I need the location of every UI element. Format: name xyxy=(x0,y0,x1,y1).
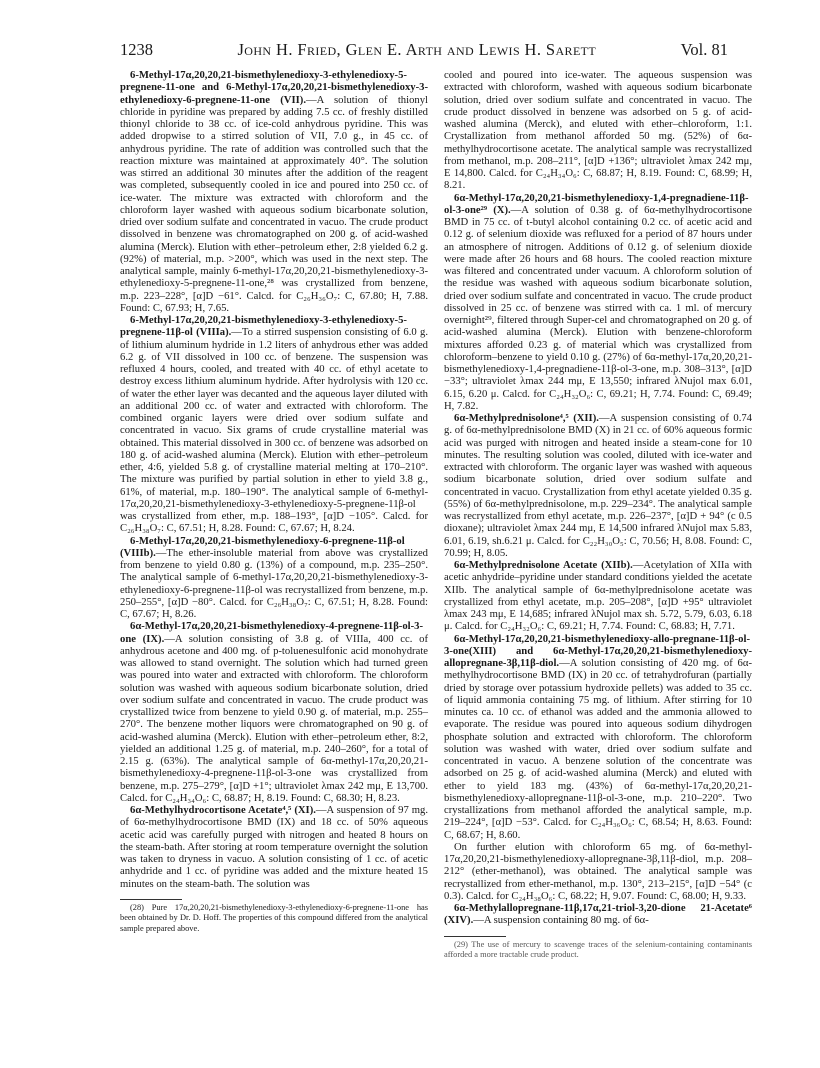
experimental-paragraph xyxy=(444,903,752,928)
procedure-text: On further elution with chloroform 65 mg. of 6α-methyl-17α,20,20,21-bismethylenedioxy-allopregnane-3β,11β-diol, m.p. 208–212° (ether-methanol), was obtained. The analytical sample was recrystallized from ether-methanol, m.p. 130°, 213–215°, [α]D −54° (c 0.3). Calcd. for C₂₄H₃₈O₆: C, 68.22; H, 9.07. Found: C, 68.00; H, 9.33. xyxy=(444,841,752,902)
compound-heading: 6α-Methylhydrocortisone Acetate⁴,⁵ (XI). xyxy=(130,805,316,816)
experimental-paragraph xyxy=(120,536,428,622)
footnote-29: (29) The use of mercury to scavenge traces of the selenium-containing contaminants afforded a more tractable crude product. xyxy=(444,939,752,959)
experimental-paragraph xyxy=(444,842,752,903)
footnote-rule xyxy=(120,899,182,900)
experimental-paragraph xyxy=(120,805,428,891)
procedure-text: —A solution consisting of 420 mg. of 6α-methylhydrocortisone BMD (IX) in 20 cc. of tetrahydrofuran (partially dried by storage over potassium hydroxide pellets) was added to 35 cc. of liquid ammonia containing 75 mg. of lithium. After stirring for 10 minutes ca. 10 cc. of ethanol was added and the ammonia allowed to evaporate. The residue was poured into aqueous sodium dihydrogen phosphate solution and extracted with chloroform. The chloroform solution was washed with water, dried over sodium sulfate and concentrated in vacuo. A benzene solution of the concentrate was adsorbed on 25 g. of acid-washed alumina (Merck) and eluted with ether to yield 183 mg. (43%) of 6α-methyl-17α,20,20,21-bismethylenedioxy-allopregnane-11β-ol-3-one, m.p. 210–220°. Two crystallizations from methanol afforded the analytical sample, m.p. 219–224°, [α]D −53°. Calcd. for C₂₄H₃₆O₆: C, 68.54; H, 8.63. Found: C, 68.67; H, 8.60. xyxy=(444,658,752,841)
procedure-text: —To a stirred suspension consisting of 6.0 g. of lithium aluminum hydride in 1.2 liters of anhydrous ether was added 6.2 g. of VII dissolved in 100 cc. of benzene. The suspension was refluxed 4 hours, cooled, and treated with 40 cc. of ethyl acetate to destroy excess lithium aluminum hydride. After hydrolysis with 120 cc. of water the ether layer was decanted and the aqueous layer diluted with an additional 200 cc. of water and extracted with chloroform. The combined organic layers were dried over sodium sulfate and concentrated in vacuo. Six grams of crude crystalline material was obtained. This material dissolved in 300 cc. of benzene was adsorbed on 180 g. of acid-washed alumina (Merck). Elution with ether–petroleum ether, 4:6, yielded 5.8 g. of crystalline material melting at 170–210°. The mixture was purified by partial solution in ether to yield 3.8 g., 61%, of material, m.p. 180–190°. The analytical sample of 6-methyl-17α,20,20,21-bismethylenedioxy-3-ethylenedioxy-5-pregnene-11β-ol was crystallized from ether, m.p. 188–193°, [α]D −105°. Calcd. for C₂₆H₃₈O₇: C, 67.51; H, 8.28. Found: C, 67.67; H, 8.24. xyxy=(120,327,429,535)
compound-heading: 6α-Methyl-17α,20,20,21-bismethylenedioxy-allo-pregnane-11β-ol-3-one(XIII) and 6α-Methyl-17α,20,20,21-bismethylenedioxy-allopregnane-3β,11β-diol. xyxy=(444,633,752,669)
procedure-text: —A suspension containing 80 mg. of 6α- xyxy=(473,915,649,927)
experimental-paragraph xyxy=(444,634,752,842)
experimental-paragraph xyxy=(444,560,752,634)
procedure-text: —The ether-insoluble material from above was crystallized from benzene to yield 0.80 g. (13%) of a compound, m.p. 235–250°. The analytical sample of 6-methyl-17α,20,20,21-bismethylenedioxy-3-ethylenedioxy-6-pregnene-11β-ol was recrystallized from benzene, m.p. 250–255°, [α]D −80°. Calcd. for C₂₆H₃₈O₇: C, 67.51; H, 8.28. Found: C, 67.67; H, 8.26. xyxy=(120,547,428,620)
procedure-text: —A solution of thionyl chloride in pyridine was prepared by adding 7.5 cc. of freshly distilled thionyl chloride to 38 cc. of ice-cold anhydrous pyridine. This was added dropwise to a stirred solution of VII, 7.0 g., in 45 cc. of anhydrous pyridine. The rate of addition was controlled such that the reaction mixture was maintained at approximately 40°. The solution was stirred an additional 30 minutes after the addition of the reagent was completed, subsequently cooled in ice and poured into 250 cc. of ice-water. The mixture was extracted with chloroform and the chloroform layer washed with aqueous sodium bicarbonate solution, dried over sodium sulfate and concentrated in vacuo. The crude product dissolved in benzene was chromatographed on 200 g. of acid-washed alumina (Merck). Elution with ether–petroleum ether, 2:8 yielded 6.2 g. (92%) of material, m.p. >200°, which was used in the next step. The analytical sample, mainly 6-methyl-17α,20,20,21-bismethylenedioxy-3-ethylenedioxy-5-pregnene-11-one,²⁸ was crystallized from benzene, m.p. 223–228°, [α]D −61°. Calcd. for C₂₆H₃₆O₇: C, 67.80; H, 7.88. Found: C, 67.93; H, 7.65. xyxy=(120,94,428,314)
compound-heading: 6α-Methylprednisolone Acetate (XIIb). xyxy=(454,560,633,571)
running-authors: John H. Fried, Glen E. Arth and Lewis H. Sarett xyxy=(237,40,597,59)
left-column xyxy=(120,70,428,934)
compound-heading: 6-Methyl-17α,20,20,21-bismethylenedioxy-3-ethylenedioxy-5-pregnene-11β-ol (VIIIa). xyxy=(120,315,407,339)
running-header xyxy=(120,40,728,62)
compound-heading: 6-Methyl-17α,20,20,21-bismethylenedioxy-3-ethylenedioxy-5-pregnene-11-one and 6-Methyl-17α,20,20,21-bismethylenedioxy-3-ethylenedioxy-6-pregnene-11-one (VII). xyxy=(120,70,428,106)
compound-heading: 6α-Methyl-17α,20,20,21-bismethylenedioxy-1,4-pregnadiene-11β-ol-3-one²⁹ (X). xyxy=(444,192,749,216)
page-number: 1238 xyxy=(120,40,153,59)
experimental-paragraph xyxy=(120,621,428,805)
right-column xyxy=(444,70,752,960)
footnote-28: (28) Pure 17α,20,20,21-bismethylenedioxy-3-ethylenedioxy-6-pregnene-11-one has been obtained by Dr. D. Hoff. The properties of this compound differed from the analytical sample prepared above. xyxy=(120,902,428,933)
experimental-paragraph xyxy=(444,193,752,414)
procedure-text: —A solution of 0.38 g. of 6α-methylhydrocortisone BMD in 75 cc. of t-butyl alcohol containing 0.2 cc. of acetic acid and 0.12 g. of selenium dioxide was refluxed for a period of 87 hours under an atmosphere of nitrogen. Additions of 0.12 g. of selenium dioxide were made after 26 hours and 68 hours. The cooled reaction mixture was filtered and concentrated under vacuum. A chloroform solution of the residue was washed with aqueous sodium bicarbonate solution, dried over sodium sulfate and concentrated in vacuo. The crude product dissolved in 25 cc. of benzene was stirred with ca. 1 ml. of mercury overnight²⁹, filtered through Super-cel and chromatographed on 20 g. of acid-washed alumina (Merck). Elution with benzene-chloroform mixtures afforded 0.23 g. of material which was crystallized from chloroform–benzene to yield 0.10 g. (27%) of 6α-methyl-17α,20,20,21-bismethylenedioxy-1,4-pregnadiene-11β-ol-3-one, m.p. 308–313°, [α]D −33°; ultraviolet λmax 244 mμ, E 13,550; infrared λNujol max 6.01, 6.15, 6.20 μ. Calcd. for C₂₄H₃₂O₆: C, 69.21; H, 7.74. Found: C, 69.49; H, 7.82. xyxy=(444,204,752,412)
volume-label: Vol. 81 xyxy=(680,40,728,59)
experimental-paragraph xyxy=(444,70,752,193)
compound-heading: 6-Methyl-17α,20,20,21-bismethylenedioxy-6-pregnene-11β-ol (VIIIb). xyxy=(120,535,405,559)
compound-heading: 6α-Methyl-17α,20,20,21-bismethylenedioxy-4-pregnene-11β-ol-3-one (IX). xyxy=(120,621,424,645)
procedure-text: —A solution consisting of 3.8 g. of VIIIa, 400 cc. of anhydrous acetone and 400 mg. of p-toluenesulfonic acid monohydrate was allowed to stand overnight. The solution which had turned green was poured into water and extracted with chloroform. The chloroform solution was washed with aqueous sodium bicarbonate solution, dried over sodium sulfate and concentrated in vacuo. The crude product was crystallized twice from benzene to yield 0.90 g. of material, m.p. 255–270°. The benzene mother liquors were chromatographed on 90 g. of acid-washed alumina (Merck). Elution with ether–petroleum ether, 8:2, yielded an additional 1.25 g. of material, m.p. 240–260°, for a total of 2.15 g. (63%). The analytical sample of 6α-methyl-17α,20,20,21-bismethylenedioxy-4-pregnene-11β-ol-3-one was crystallized from benzene, m.p. 275–279°, [α]D +1°; ultraviolet λmax 242 mμ, E 13,700. Calcd. for C₂₄H₃₄O₆: C, 68.87; H, 8.19. Found: C, 68.30; H, 8.23. xyxy=(120,633,428,804)
procedure-text: —Acetylation of XIIa with acetic anhydride–pyridine under standard conditions yielded the acetate XIIb. The analytical sample of 6α-methylprednisolone acetate was crystallized from ethyl acetate, m.p. 205–208°, [α]D +95° ultraviolet λmax 243 mμ, E 14,685; infrared λNujol max sh. 5.72, 5.79, 6.03, 6.18 μ. Calcd. for C₂₄H₃₂O₆: C, 69.21; H, 7.74. Found: C, 68.83; H, 7.71. xyxy=(444,560,752,633)
compound-heading: 6α-Methylprednisolone⁴,⁵ (XII). xyxy=(454,413,599,424)
experimental-paragraph xyxy=(120,315,428,536)
experimental-paragraph xyxy=(444,413,752,560)
experimental-paragraph xyxy=(120,70,428,315)
procedure-text: cooled and poured into ice-water. The aqueous suspension was extracted with chloroform, washed with aqueous sodium bicarbonate solution, dried over sodium sulfate and concentrated in vacuo. The crude product dissolved in benzene was adsorbed on 5 g. of acid-washed alumina (Merck), and eluted with ether–chloroform, 1:1. Crystallization from methanol afforded 50 mg. (52%) of 6α-methylhydrocortisone acetate. The analytical sample was recrystallized from methanol, m.p. 208–211°, [α]D +136°; ultraviolet λmax 242 mμ, E 14,800. Calcd. for C₂₄H₃₄O₆: C, 68.87; H, 8.19. Found: C, 68.99; H, 8.21. xyxy=(444,70,752,192)
footnote-rule xyxy=(444,936,506,937)
procedure-text: —A suspension consisting of 0.74 g. of 6α-methylprednisolone BMD (X) in 21 cc. of 60% aqueous formic acid was purged with nitrogen and heated inside a steam-cone for 10 minutes. The resulting solution was cooled, diluted with ice-water and extracted with chloroform. The organic layer was washed with aqueous sodium bicarbonate solution, dried over sodium sulfate and concentrated in vacuo. Crystallization from ethyl acetate yielded 0.35 g. (55%) of 6α-methylprednisolone, m.p. 229–234°. The analytical sample was recrystallized from ethyl acetate, m.p. 226–237°, [α]D + 94° (c 0.5 dioxane); ultraviolet λmax 244 mμ, E 14,500 infrared λNujol max 5.83, 6.01, 6.19, sh.6.21 μ. Calcd. for C₂₂H₃₀O₅: C, 70.56; H, 8.08. Found: C, 70.99; H, 8.05. xyxy=(444,413,752,559)
compound-heading: 6α-Methylallopregnane-11β,17α,21-triol-3,20-dione 21-Acetate⁶ (XIV). xyxy=(444,903,752,927)
procedure-text: —A suspension of 97 mg. of 6α-methylhydrocortisone BMD (IX) and 18 cc. of 50% aqueous acetic acid was carefully purged with nitrogen and heated 8 hours on the steam-bath. After storing at room temperature overnight the solution was taken to dryness in vacuo. A solution consisting of 1 cc. of acetic anhydride and 1 cc. of pyridine was added and the mixture heated 15 minutes on the steam-bath. The solution was xyxy=(120,805,428,890)
